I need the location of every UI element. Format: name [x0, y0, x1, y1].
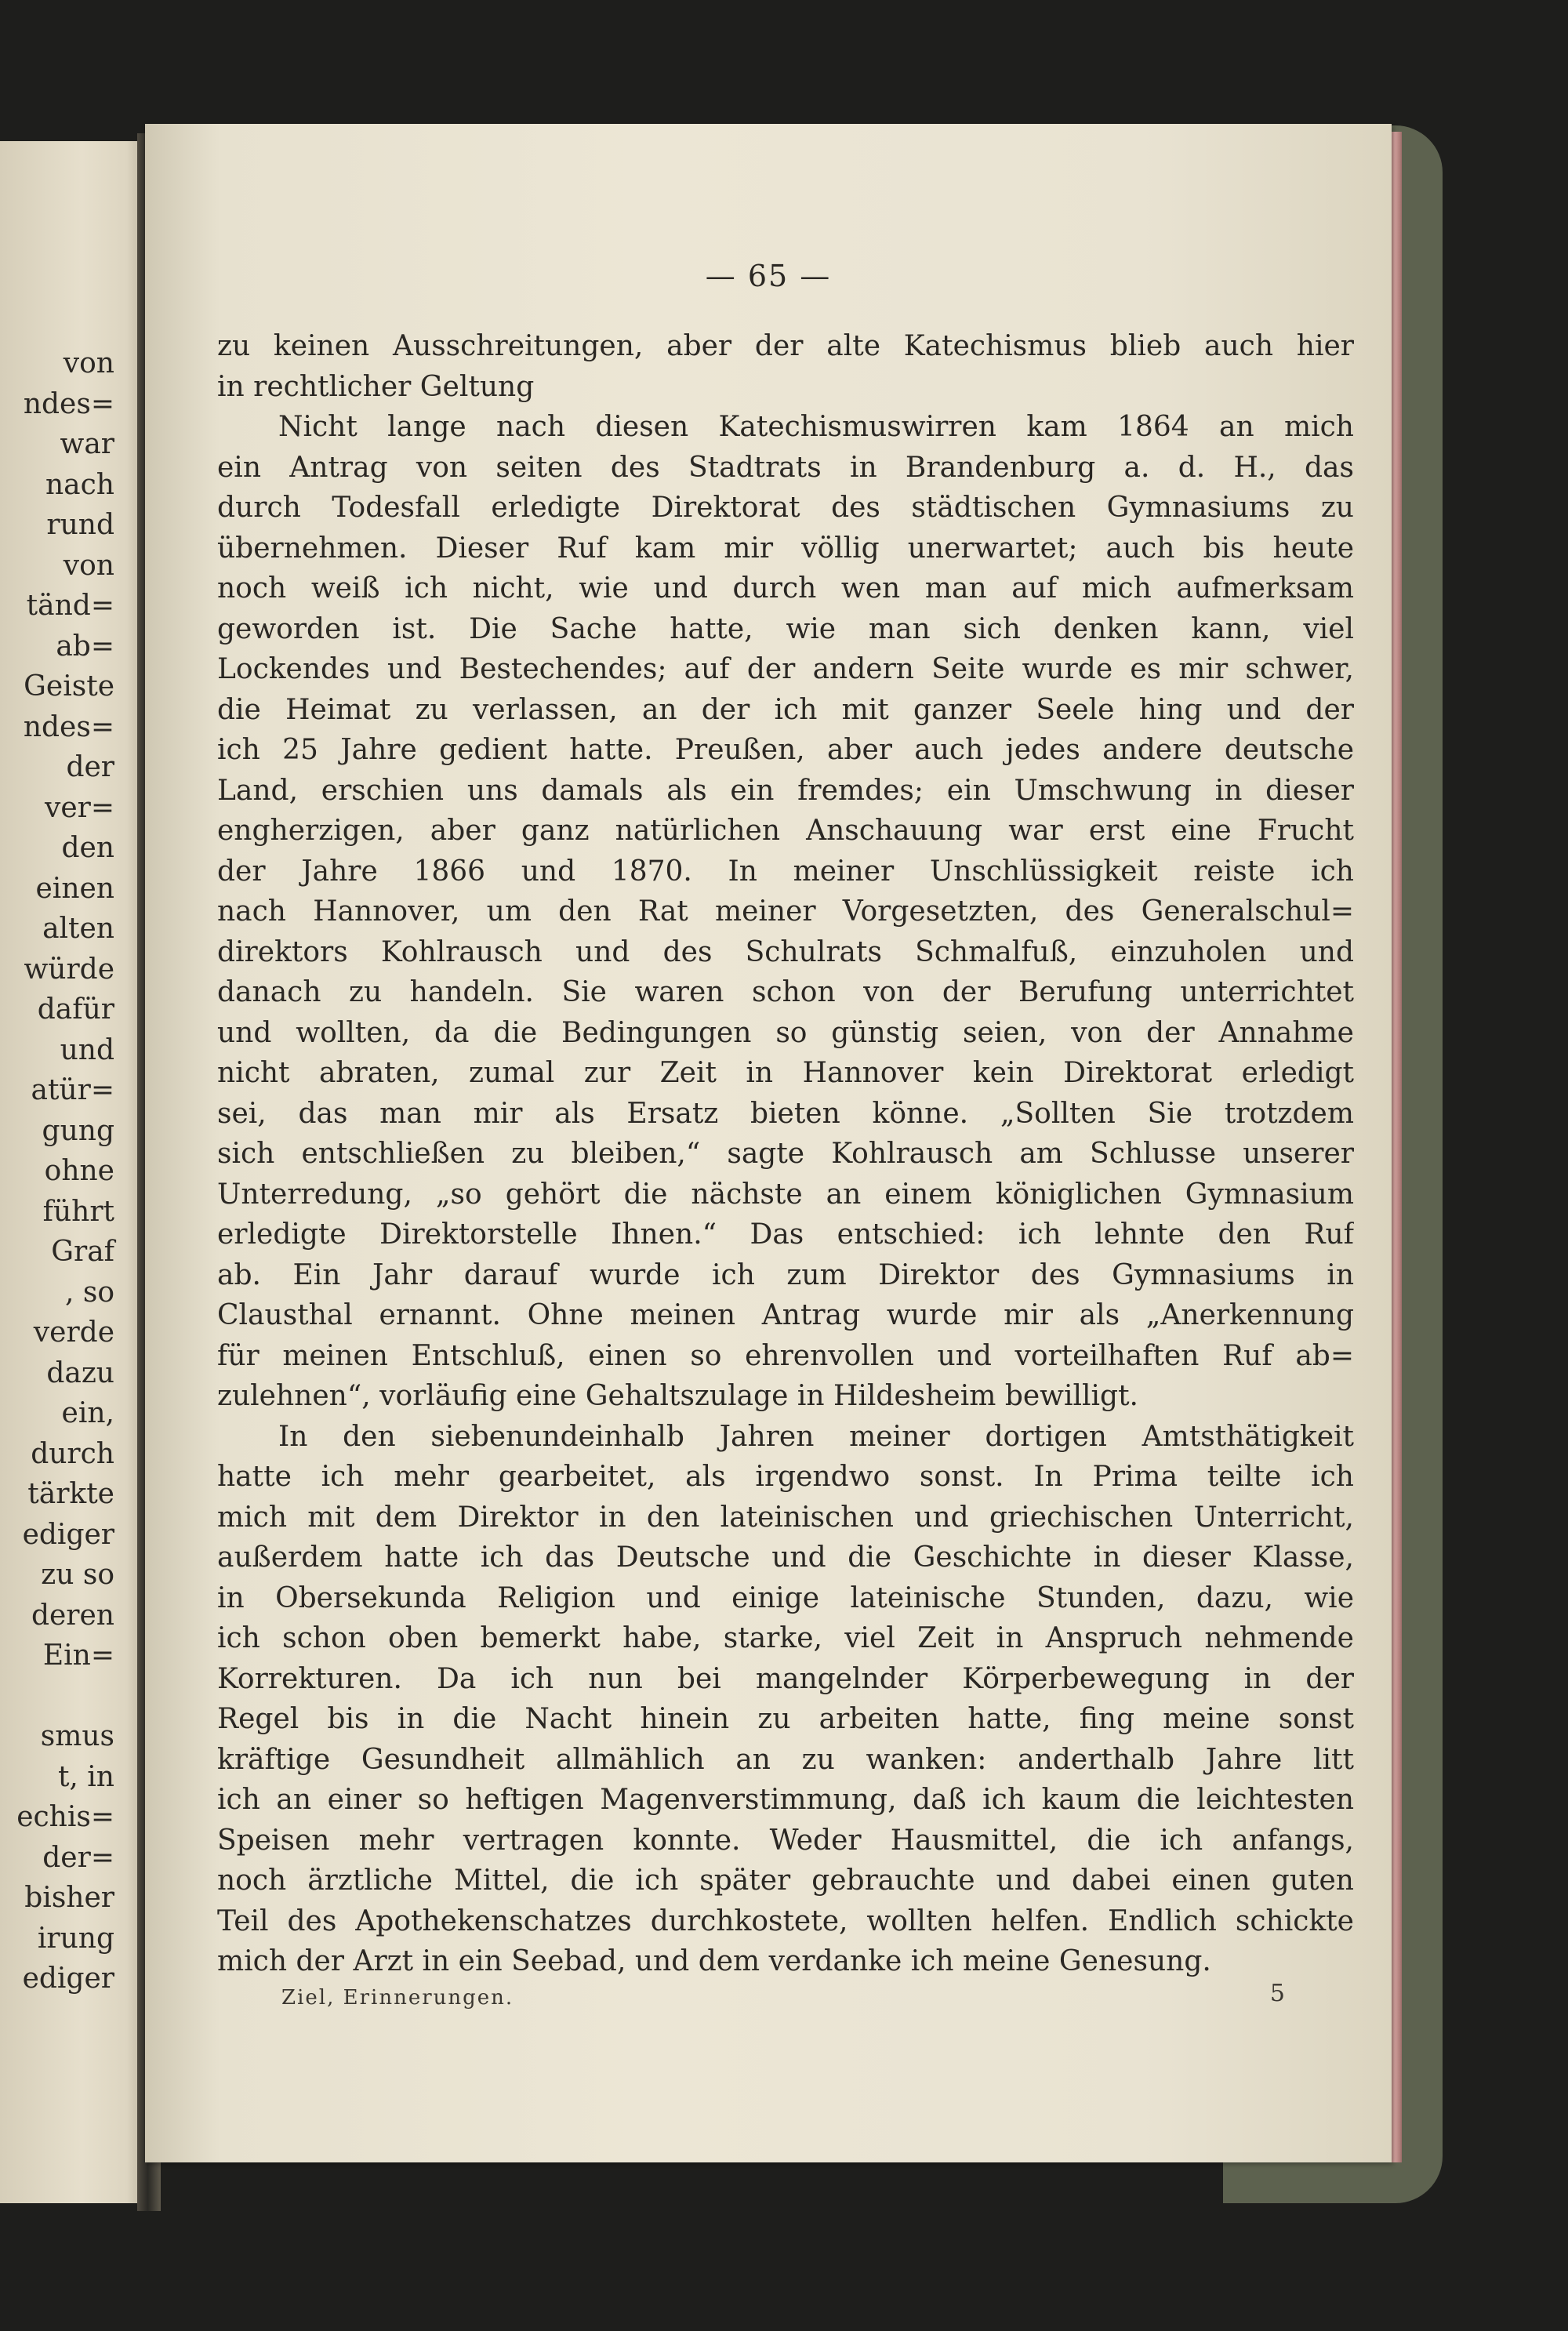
left-text-fragment: echis= [16, 1801, 114, 1833]
left-text-fragment: alten [42, 913, 114, 945]
text-line: Lockendes und Bestechendes; auf der andern Seite wurde es mir schwer, [217, 653, 1354, 685]
left-text-fragment: irung [37, 1922, 114, 1955]
text-line: Clausthal ernannt. Ohne meinen Antrag wurde mir als „Anerkennung [217, 1299, 1354, 1331]
text-line: ein Antrag von seiten des Stadtrats in Brandenburg a. d. H., das [217, 451, 1354, 484]
text-line: übernehmen. Dieser Ruf kam mir völlig unerwartet; auch bis heute [217, 532, 1354, 565]
body-text [217, 326, 1354, 1982]
text-line: die Heimat zu verlassen, an der ich mit ganzer Seele hing und der [217, 693, 1354, 726]
text-line: danach zu handeln. Sie waren schon von der Berufung unterrichtet [217, 976, 1354, 1008]
text-line: in rechtlicher Geltung [217, 370, 535, 403]
left-text-fragment: der= [42, 1841, 114, 1874]
text-line: durch Todesfall erledigte Direktorat des städtischen Gymnasiums zu [217, 492, 1354, 524]
left-text-fragment: war [60, 428, 114, 460]
left-text-fragment: der [66, 751, 114, 783]
right-page [145, 124, 1392, 2162]
text-line: direktors Kohlrausch und des Schulrats Schmalfuß, einzuholen und [217, 935, 1354, 968]
text-line: für meinen Entschluß, einen so ehrenvollen und vorteilhaften Ruf ab= [217, 1339, 1354, 1372]
left-text-fragment: dafür [37, 993, 114, 1026]
left-text-fragment: von [63, 549, 114, 582]
left-text-fragment: smus [40, 1720, 114, 1752]
left-text-fragment: von [63, 347, 114, 379]
text-line: Teil des Apothekenschatzes durchkostete, wollten helfen. Endlich schickte [217, 1904, 1354, 1937]
left-facing-page [0, 141, 149, 2203]
left-text-fragment: Ein= [42, 1639, 114, 1672]
text-line: mich der Arzt in ein Seebad, und dem verdanke ich meine Genesung. [217, 1945, 1211, 1977]
left-text-fragment: ndes= [23, 710, 114, 743]
text-line: engherzigen, aber ganz natürlichen Anschauung war erst eine Frucht [217, 815, 1354, 847]
text-line: geworden ist. Die Sache hatte, wie man sich denken kann, viel [217, 612, 1354, 645]
left-text-fragment: den [61, 832, 114, 864]
left-text-fragment: ver= [44, 791, 114, 824]
left-text-fragment: zu so [41, 1559, 114, 1591]
text-line: Nicht lange nach diesen Katechismuswirren kam 1864 an mich [278, 411, 1354, 443]
text-line: ich 25 Jahre gedient hatte. Preußen, aber auch jedes andere deutsche [217, 734, 1354, 766]
left-text-fragment: Geiste [24, 670, 114, 703]
page-footer [217, 1980, 1354, 2025]
text-line: In den siebenundeinhalb Jahren meiner dortigen Amtsthätigkeit [278, 1420, 1354, 1453]
text-line: und wollten, da die Bedingungen so günstig seien, von der Annahme [217, 1016, 1354, 1049]
footer-signature: Ziel, Erinnerungen. [281, 1986, 514, 2010]
left-text-fragment: rund [46, 509, 114, 541]
text-line: Land, erschien uns damals als ein fremdes; ein Umschwung in dieser [217, 774, 1354, 807]
text-line: ich an einer so heftigen Magenverstimmung, daß ich kaum die leichtesten [217, 1784, 1354, 1816]
text-line: ab. Ein Jahr darauf wurde ich zum Direktor des Gymnasiums in [217, 1258, 1354, 1291]
left-text-fragment: ndes= [23, 387, 114, 420]
left-text-fragment: tärkte [27, 1478, 114, 1510]
text-line: Regel bis in die Nacht hinein zu arbeiten hatte, fing meine sonst [217, 1703, 1354, 1735]
left-text-fragment: ab= [56, 630, 114, 663]
left-text-fragment [0, 1676, 114, 1717]
text-line: nach Hannover, um den Rat meiner Vorgesetzten, des Generalschul= [217, 895, 1354, 928]
text-line: erledigte Direktorstelle Ihnen.“ Das entschied: ich lehnte den Ruf [217, 1218, 1354, 1251]
left-page-text [0, 343, 114, 1999]
text-line: kräftige Gesundheit allmählich an zu wanken: anderthalb Jahre litt [217, 1743, 1354, 1776]
left-text-fragment: bisher [24, 1882, 114, 1914]
text-line: hatte ich mehr gearbeitet, als irgendwo sonst. In Prima teilte ich [217, 1461, 1354, 1493]
left-text-fragment: würde [24, 953, 114, 986]
text-line: noch weiß ich nicht, wie und durch wen man auf mich aufmerksam [217, 572, 1354, 605]
sheet-number: 5 [1269, 1980, 1285, 2007]
left-text-fragment: Graf [51, 1236, 114, 1268]
text-line: ich schon oben bemerkt habe, starke, viel Zeit in Anspruch nehmende [217, 1622, 1354, 1654]
text-line: zu keinen Ausschreitungen, aber der alte Katechismus blieb auch hier [217, 330, 1354, 362]
left-text-fragment: nach [45, 468, 114, 501]
text-line: Korrekturen. Da ich nun bei mangelnder Körperbewegung in der [217, 1662, 1354, 1695]
left-text-fragment: , so [64, 1276, 114, 1309]
left-text-fragment: ohne [44, 1155, 114, 1187]
text-line: der Jahre 1866 und 1870. In meiner Unschlüssigkeit reiste ich [217, 855, 1354, 888]
text-line: Unterredung, „so gehört die nächste an einem königlichen Gymnasium [217, 1178, 1354, 1211]
left-text-fragment: und [60, 1033, 114, 1066]
left-text-fragment: ediger [22, 1962, 114, 1995]
left-text-fragment: deren [31, 1599, 114, 1632]
text-line: sich entschließen zu bleiben,“ sagte Kohlrausch am Schlusse unserer [217, 1138, 1354, 1170]
left-text-fragment: t, in [57, 1760, 114, 1793]
text-line: außerdem hatte ich das Deutsche und die Geschichte in dieser Klasse, [217, 1541, 1354, 1574]
text-line: nicht abraten, zumal zur Zeit in Hannover kein Direktorat erledigt [217, 1057, 1354, 1089]
text-line: zulehnen“, vorläufig eine Gehaltszulage in Hildesheim bewilligt. [217, 1380, 1138, 1412]
left-text-fragment: gung [42, 1114, 114, 1147]
left-text-fragment: verde [33, 1316, 114, 1349]
left-text-fragment: dazu [46, 1356, 114, 1389]
left-text-fragment: tänd= [26, 590, 114, 622]
left-text-fragment: ediger [22, 1518, 114, 1551]
left-text-fragment: ein, [61, 1397, 114, 1429]
text-line: in Obersekunda Religion und einige lateinische Stunden, dazu, wie [217, 1581, 1354, 1614]
left-text-fragment: durch [31, 1437, 114, 1470]
left-text-fragment: atür= [31, 1074, 114, 1106]
left-text-fragment: führt [42, 1195, 114, 1228]
text-line: sei, das man mir als Ersatz bieten könne. „Sollten Sie trotzdem [217, 1097, 1354, 1130]
left-text-fragment: einen [35, 872, 114, 905]
text-line: noch ärztliche Mittel, die ich später gebrauchte und dabei einen guten [217, 1864, 1354, 1897]
text-line: mich mit dem Direktor in den lateinischen und griechischen Unterricht, [217, 1501, 1354, 1534]
page-number: — 65 — [705, 259, 832, 293]
text-line: Speisen mehr vertragen konnte. Weder Hausmittel, die ich anfangs, [217, 1824, 1354, 1857]
